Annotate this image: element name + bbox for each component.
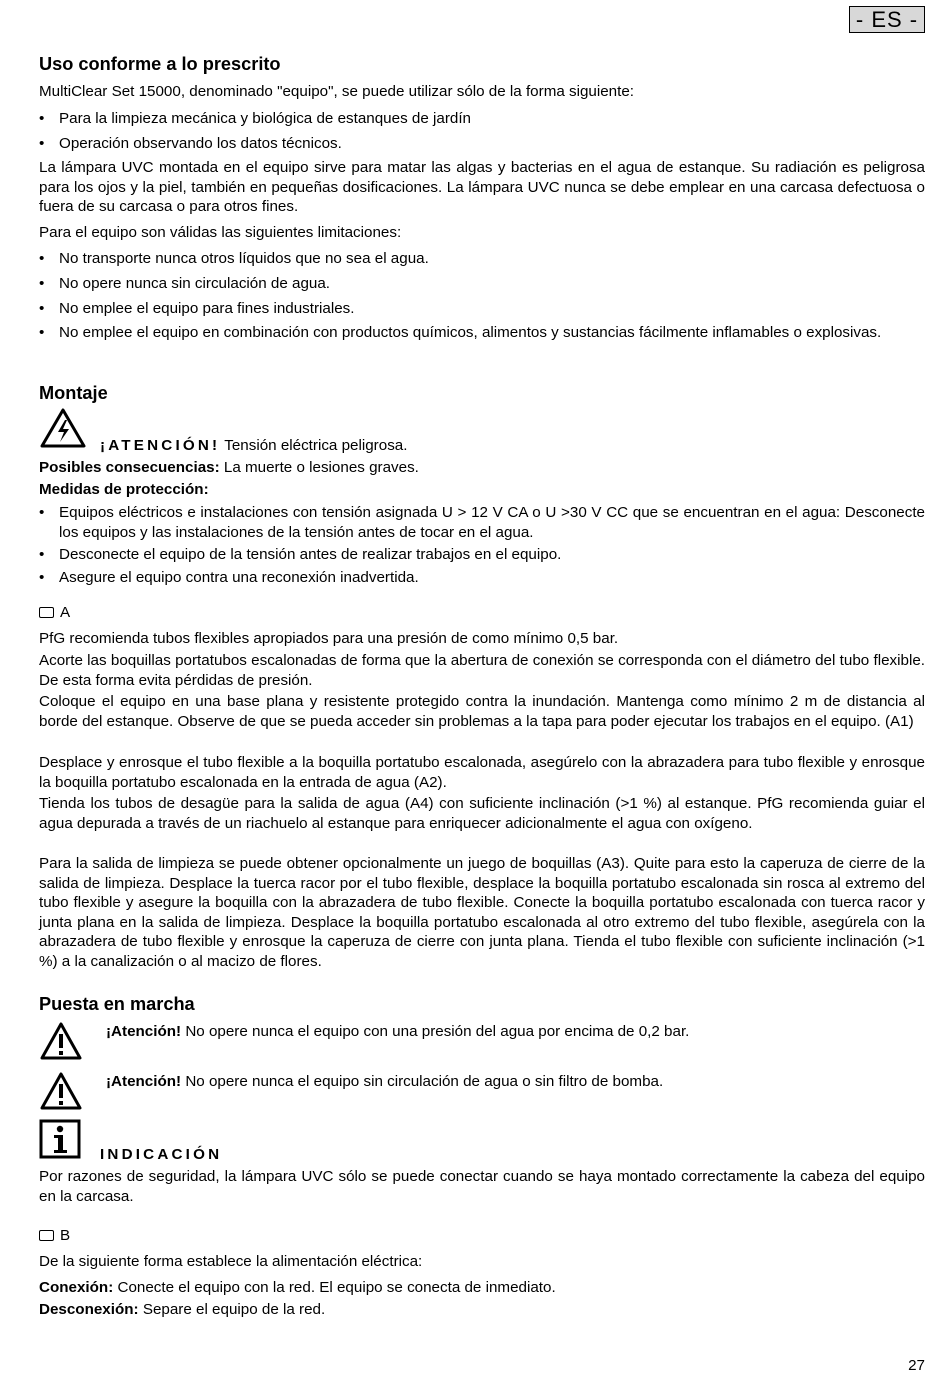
paragraph: Desplace y enrosque el tubo flexible a la boquilla portatubo escalonada, asegúrelo con la abrazadera para tubo flexible y enrosque la boquilla portatubo escalonada en la entrada de agua (A2). — [39, 754, 925, 791]
electric-warning-icon — [39, 407, 87, 449]
section-title-assembly: Montaje — [39, 383, 108, 403]
paragraph: Tienda los tubos de desagüe para la salida de agua (A4) con suficiente inclinación (>1 %) al estanque. PfG recomienda guiar el agua depurada a través de un riachuelo al estanque para enriquecer adicionalmente el agua con oxígeno. — [39, 795, 925, 832]
list-item-text: No opere nunca sin circulación de agua. — [59, 275, 331, 292]
list-item-text: Equipos eléctricos e instalaciones con tensión asignada U > 12 V CA o U >30 V CC que se encuentran en el agua: Desconecte los equipos y las instalaciones de la tensión antes de tocar en el agua. — [59, 504, 925, 541]
connection-line — [39, 1278, 925, 1298]
info-label: INDICACIÓN — [100, 1146, 223, 1163]
protection-measures-label: Medidas de protección: — [39, 481, 209, 498]
paragraph: Coloque el equipo en una base plana y resistente protegido contra la inundación. Mantenga como mínimo 2 m de distancia al borde del estanque. Observe de que se pueda acceder sin problemas a la tapa para poder ejecutar los trabajos en el equipo. (A1) — [39, 693, 925, 730]
paragraph: Acorte las boquillas portatubos escalonadas de forma que la abertura de conexión se corresponda con el diámetro del tubo flexible. De esta forma evita pérdidas de presión. — [39, 652, 925, 689]
list-item-text: Operación observando los datos técnicos. — [59, 135, 342, 152]
figure-reference-b: B — [39, 1226, 70, 1246]
paragraph: Para la salida de limpieza se puede obtener opcionalmente un juego de boquillas (A3). Quite para esto la caperuza de cierre de la salida de limpieza. Desplace la tuerca racor por el tubo flexible, desplace la boquilla portatubo escalonada sin rosca al extremo del tubo flexible y asegure la boquilla con la abrazadera de tubo flexible. Conecte la boquilla portatubo escalonada con tuerca racor y junta plana en la salida de limpieza. Desplace la boquilla portatubo escalonada al otro extremo del tubo flexible, asegúrela con la abrazadera de tubo flexible y enrosque la caperuza de cierre con junta plana. Tienda el tubo flexible con suficiente inclinación (>1 %) a la canalización o al macizo de flores. — [39, 855, 925, 970]
paragraph: PfG recomienda tubos flexibles apropiados para una presión de como mínimo 0,5 bar. — [39, 630, 619, 647]
section-title-intended-use: Uso conforme a lo prescrito — [39, 54, 281, 74]
page-number: 27 — [908, 1357, 925, 1374]
power-supply-intro: De la siguiente forma establece la alimentación eléctrica: — [39, 1253, 423, 1270]
attention-label: ¡Atención! — [106, 1023, 182, 1040]
warning-label: ¡ATENCIÓN! — [100, 437, 221, 454]
figure-icon — [39, 1230, 54, 1241]
figure-icon — [39, 607, 54, 618]
attention-warning-icon — [39, 1021, 83, 1061]
attention-line-2 — [106, 1072, 921, 1092]
list-item-text: No emplee el equipo en combinación con productos químicos, alimentos y sustancias fácilmente inflamables o explosivas. — [59, 324, 882, 341]
electric-warning-line — [100, 436, 920, 456]
uvc-paragraph: La lámpara UVC montada en el equipo sirve para matar las algas y bacterias en el agua de estanque. Su radiación es peligrosa para los ojos y la piel, también en pequeñas dosificaciones. La lámpara UVC nunca se debe emplear en una carcasa defectuosa o fuera de su carcasa o para otros fines. — [39, 159, 925, 216]
disconnection-text: Separe el equipo de la red. — [138, 1301, 326, 1318]
attention-text: No opere nunca el equipo con una presión del agua por encima de 0,2 bar. — [181, 1023, 690, 1040]
figure-reference-a: A — [39, 603, 70, 623]
list-item-text: Para la limpieza mecánica y biológica de estanques de jardín — [59, 110, 471, 127]
section-title-commissioning: Puesta en marcha — [39, 994, 195, 1014]
disconnection-line — [39, 1300, 925, 1320]
language-badge: - ES - — [849, 6, 925, 33]
list-item-text: Asegure el equipo contra una reconexión inadvertida. — [59, 569, 419, 586]
attention-label: ¡Atención! — [106, 1073, 182, 1090]
limitations-intro: Para el equipo son válidas las siguientes limitaciones: — [39, 224, 402, 241]
list-item-text: No emplee el equipo para fines industriales. — [59, 300, 355, 317]
attention-warning-icon — [39, 1071, 83, 1111]
disconnection-label: Desconexión: — [39, 1301, 139, 1318]
intro-text: MultiClear Set 15000, denominado "equipo", se puede utilizar sólo de la forma siguiente: — [39, 83, 635, 100]
consequences-text: La muerte o lesiones graves. — [219, 459, 419, 476]
list-item-text: Desconecte el equipo de la tensión antes de realizar trabajos en el equipo. — [59, 546, 562, 563]
consequences-line — [39, 458, 925, 478]
info-icon — [39, 1119, 81, 1159]
connection-text: Conecte el equipo con la red. El equipo se conecta de inmediato. — [113, 1279, 556, 1296]
info-text: Por razones de seguridad, la lámpara UVC sólo se puede conectar cuando se haya montado correctamente la cabeza del equipo en la carcasa. — [39, 1168, 925, 1205]
list-item-text: No transporte nunca otros líquidos que no sea el agua. — [59, 250, 429, 267]
connection-label: Conexión: — [39, 1279, 114, 1296]
consequences-label: Posibles consecuencias: — [39, 459, 220, 476]
warning-text: Tensión eléctrica peligrosa. — [220, 437, 408, 454]
attention-line-1 — [106, 1022, 921, 1042]
attention-text: No opere nunca el equipo sin circulación de agua o sin filtro de bomba. — [181, 1073, 664, 1090]
